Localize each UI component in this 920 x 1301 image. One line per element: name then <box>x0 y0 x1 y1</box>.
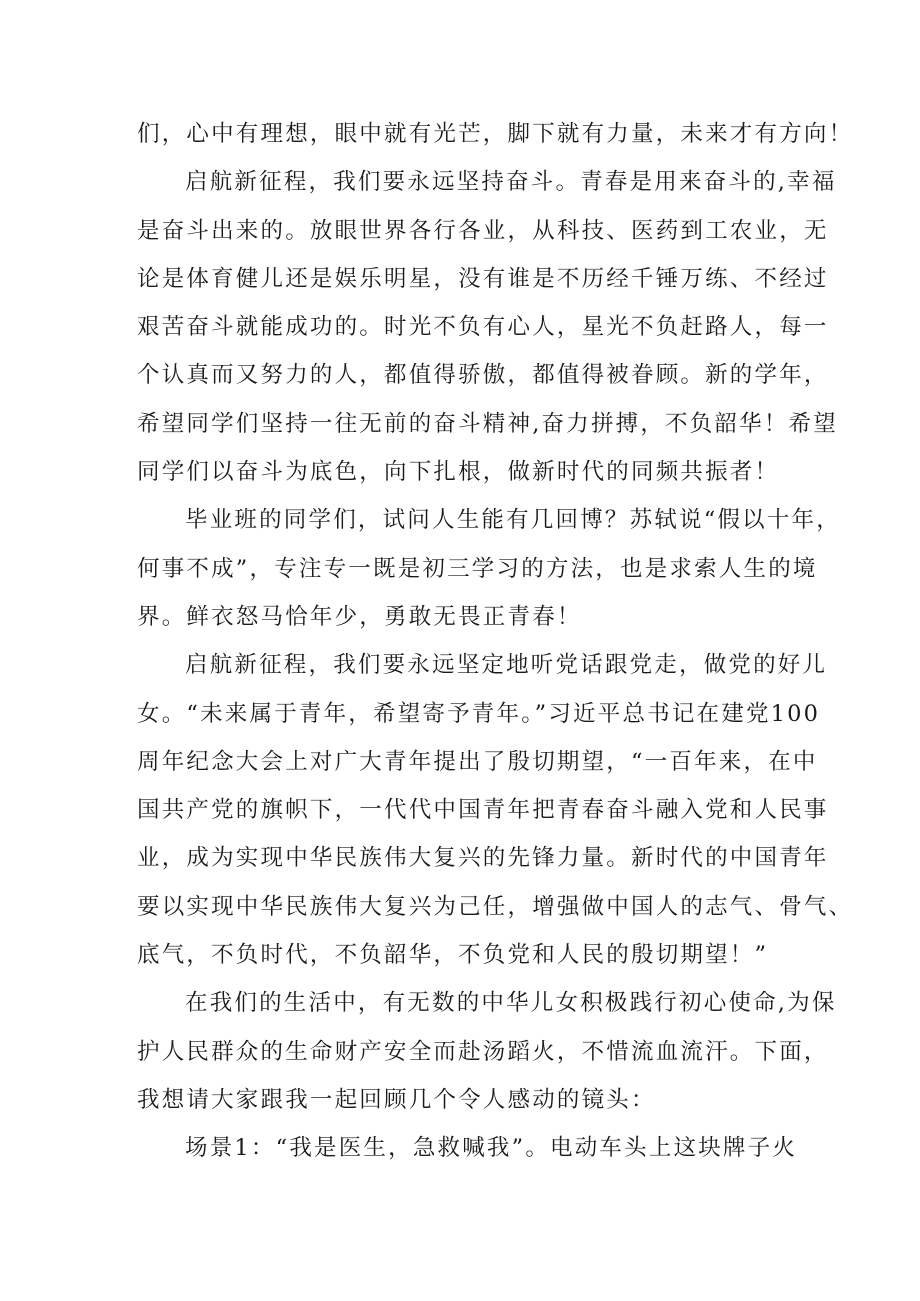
text-line: 女。“未来属于青年，希望寄予青年。”习近平总书记在建党100 <box>137 700 821 727</box>
text-line: 们，心中有理想，眼中就有光芒，脚下就有力量，未来才有方向！ <box>137 121 854 147</box>
text-line: 同学们以奋斗为底色，向下扎根，做新时代的同频共振者！ <box>137 459 780 486</box>
text-line: 护人民群众的生命财产安全而赴汤蹈火，不惜流血流汗。下面， <box>137 1038 829 1065</box>
text-line: 个认真而又努力的人，都值得骄傲，都值得被眷顾。新的学年， <box>137 362 829 389</box>
text-line: 何事不成”，专注专一既是初三学习的方法，也是求索人生的境 <box>137 555 818 582</box>
text-line: 我想请大家跟我一起回顾几个令人感动的镜头： <box>137 1086 656 1113</box>
paragraph-start-line: 场景1：“我是医生，急救喊我”。电动车头上这块牌子火 <box>185 1135 798 1162</box>
text-line: 要以实现中华民族伟大复兴为己任，增强做中国人的志气、骨气、 <box>137 893 854 920</box>
paragraph-start-line: 启航新征程，我们要永远坚定地听党话跟党走，做党的好儿 <box>185 652 828 679</box>
text-line: 艰苦奋斗就能成功的。时光不负有心人，星光不负赶路人，每一 <box>137 314 829 341</box>
text-line: 界。鲜衣怒马恰年少，勇敢无畏正青春！ <box>137 603 582 630</box>
text-line: 是奋斗出来的。放眼世界各行各业，从科技、医药到工农业，无 <box>137 217 829 244</box>
text-line: 业，成为实现中华民族伟大复兴的先锋力量。新时代的中国青年 <box>137 845 829 872</box>
paragraph-start-line: 毕业班的同学们，试问人生能有几回博？苏轼说“假以十年， <box>185 507 841 534</box>
body-text <box>137 110 854 1173</box>
text-line: 希望同学们坚持一往无前的奋斗精神,奋力拼搏，不负韶华！希望 <box>137 410 838 437</box>
text-line: 论是体育健儿还是娱乐明星，没有谁是不历经千锤万练、不经过 <box>137 265 829 292</box>
text-line: 国共产党的旗帜下，一代代中国青年把青春奋斗融入党和人民事 <box>137 797 829 824</box>
text-line: 底气，不负时代，不负韶华，不负党和人民的殷切期望！” <box>137 942 769 969</box>
paragraph-start-line: 启航新征程，我们要永远坚持奋斗。青春是用来奋斗的,幸福 <box>185 169 837 196</box>
text-line: 周年纪念大会上对广大青年提出了殷切期望，“一百年来，在中 <box>137 748 818 775</box>
paragraph-start-line: 在我们的生活中，有无数的中华儿女积极践行初心使命,为保 <box>185 990 837 1017</box>
